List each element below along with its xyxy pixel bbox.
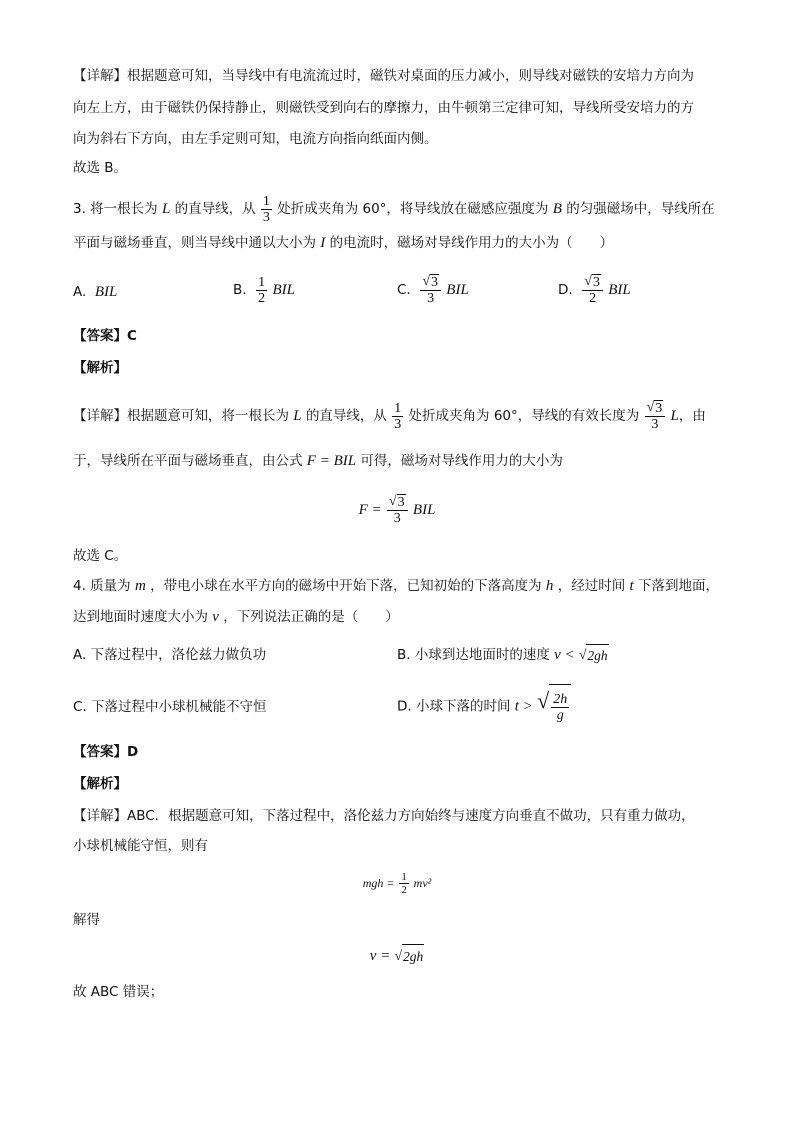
text: 的直导线，从: [305, 408, 387, 424]
sqrt-radicand: 3: [592, 275, 600, 290]
q3-analysis-heading: 【解析】: [73, 360, 127, 376]
text: ，下列说法正确的是（ ）: [223, 609, 399, 625]
option-value: BIL: [272, 282, 295, 298]
sqrt-expression: √ 2gh: [395, 944, 425, 969]
eq-right: mv²: [413, 876, 432, 890]
frac-num: 1: [401, 871, 407, 883]
q3-fraction-one-third: [261, 194, 272, 225]
text: 【详解】根据题意可知，将一根长为: [73, 408, 289, 424]
frac-den: 2: [258, 290, 266, 306]
frac-den: 3: [394, 416, 402, 432]
sqrt-radicand: 2gh: [586, 644, 608, 667]
frac-den: 2: [589, 291, 597, 306]
sqrt-radicand: 3: [431, 275, 438, 290]
q4-option-b: [397, 644, 609, 666]
q3-answer: 【答案】C: [73, 328, 137, 344]
effective-length-fraction: [645, 400, 666, 432]
var-h: h: [545, 578, 554, 594]
q3-stem-line-1: [73, 189, 715, 229]
eq-right: BIL: [412, 502, 436, 518]
q3-option-d: [558, 268, 631, 312]
sqrt-expression: √ $\frac{2h}{g}$: [537, 684, 571, 729]
q3-line2-b: 的电流时，磁场对导线作用力的大小为（ ）: [329, 235, 614, 251]
q3-option-c: [397, 268, 469, 312]
sqrt-radicand: 3: [397, 495, 405, 510]
eq-left: F =: [358, 502, 382, 518]
sqrt-fraction: [551, 692, 569, 723]
q3-option-a: [73, 272, 117, 312]
detail-line-2: 向左上方，由于磁铁仍保持静止，则磁铁受到向右的摩擦力，由牛顿第三定律可知，导线所受安培力的方: [73, 100, 694, 116]
text: 4. 质量为: [73, 578, 131, 594]
formula: F = BIL: [306, 453, 357, 469]
option-label: D.: [558, 282, 573, 298]
text: B. 小球到达地面时的速度: [397, 647, 550, 663]
frac-num: 1: [394, 400, 402, 416]
sqrt-radicand: 3: [655, 401, 663, 416]
q3-detail-line-1: [73, 394, 706, 438]
text: D. 小球下落的时间: [397, 698, 511, 715]
eq-left: mgh =: [362, 876, 395, 890]
frac-den: 3: [393, 511, 401, 526]
fraction-one-third: [392, 401, 403, 432]
option-value: BIL: [446, 282, 469, 298]
frac-den: 3: [262, 209, 270, 225]
q3-text-c: 处折成夹角为 60°，将导线放在磁感应强度为: [277, 201, 549, 217]
frac-num: √ 3: [420, 274, 441, 291]
q3-option-b: [233, 268, 295, 312]
q4-solve-label: 解得: [73, 912, 100, 928]
option-fraction: [256, 275, 267, 306]
math: t >: [514, 698, 533, 715]
q4-analysis-heading: 【解析】: [73, 776, 127, 792]
choose-c: 故选 C。: [73, 548, 128, 564]
text: ，经过时间: [557, 578, 626, 594]
q4-detail-line-1: 【详解】ABC．根据题意可知，下落过程中，洛伦兹力方向始终与速度方向垂直不做功，只有重力做功，: [73, 808, 695, 824]
frac-den: g: [556, 708, 564, 724]
q4-option-d: [397, 684, 571, 728]
eq-fraction: [399, 871, 409, 896]
frac-den: 3: [651, 417, 659, 432]
frac-den: 2: [401, 884, 407, 896]
frac-num: 1: [258, 274, 266, 290]
frac-num: 2h: [553, 692, 568, 708]
sqrt-radicand: 2gh: [402, 944, 424, 969]
q4-option-c: C. 下落过程中小球机械能不守恒: [73, 699, 267, 715]
text: 处折成夹角为 60°，导线的有效长度为: [408, 408, 640, 424]
frac-den: 3: [427, 291, 435, 306]
option-value: BIL: [94, 284, 118, 300]
q3-detail-line-2: [73, 452, 563, 470]
option-fraction: [420, 274, 441, 306]
text: ，由: [678, 408, 706, 424]
q4-option-a: A. 下落过程中，洛伦兹力做负功: [73, 647, 267, 663]
math: v <: [554, 647, 575, 663]
frac-num: √ 3: [645, 400, 666, 417]
q3-var-B: B: [552, 201, 562, 217]
q3-text-b: 的直导线，从: [174, 201, 256, 217]
text: ，带电小球在水平方向的磁场中开始下落，已知初始的下落高度为: [150, 578, 542, 594]
q3-text-d: 的匀强磁场中，导线所在: [566, 201, 715, 217]
q3-line2-a: 平面与磁场垂直，则当导线中通以大小为: [73, 235, 316, 251]
var-v: v: [212, 609, 219, 625]
text: 可得，磁场对导线作用力的大小为: [360, 453, 563, 469]
q3-var-I: I: [320, 235, 326, 251]
var-L: L: [293, 408, 302, 424]
q4-answer: 【答案】D: [73, 744, 139, 760]
var-L: L: [670, 408, 679, 424]
detail-line-3: 向为斜右下方向，由左手定则可知，电流方向指向纸面内侧。: [73, 131, 438, 147]
option-label: A.: [73, 284, 87, 300]
q4-detail-line-2: 小球机械能守恒，则有: [73, 838, 208, 854]
q3-equation: [0, 486, 794, 534]
q3-text-a: 3. 将一根长为: [73, 201, 158, 217]
q3-var-L: L: [161, 201, 171, 217]
text: 于，导线所在平面与磁场垂直，由公式: [73, 453, 303, 469]
q4-equation-energy: [0, 864, 794, 902]
text: 达到地面时速度大小为: [73, 609, 208, 625]
option-fraction: [582, 274, 603, 306]
text: 下落到地面，: [637, 578, 719, 594]
var-m: m: [134, 578, 146, 594]
option-label: C.: [397, 282, 411, 298]
option-label: B.: [233, 282, 247, 298]
eq-fraction: [387, 494, 408, 526]
frac-num: √ 3: [582, 274, 603, 291]
choose-b: 故选 B。: [73, 160, 128, 176]
detail-line-1: 【详解】根据题意可知，当导线中有电流流过时，磁铁对桌面的压力减小，则导线对磁铁的安培力方向为: [73, 68, 694, 84]
q4-equation-velocity: [0, 944, 794, 968]
frac-num: 1: [262, 193, 270, 209]
q4-abc-wrong: 故 ABC 错误；: [73, 984, 164, 1000]
q3-stem-line-2: [73, 234, 613, 252]
option-value: BIL: [608, 282, 631, 298]
q4-stem-line-1: [73, 577, 719, 595]
q4-stem-line-2: [73, 608, 399, 626]
frac-num: √ 3: [387, 494, 408, 511]
sqrt-expression: √ 2gh: [579, 644, 609, 667]
eq-left: v =: [369, 948, 391, 964]
var-t: t: [629, 578, 634, 594]
